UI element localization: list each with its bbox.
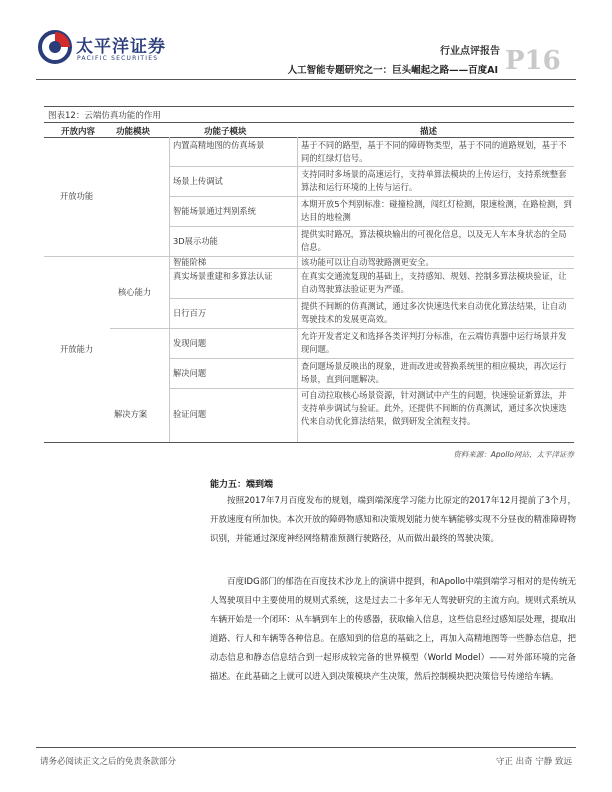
column-header-module: 功能模块: [116, 127, 151, 137]
table-row-submodule: 智能阶梯: [173, 257, 207, 267]
table-row-description: 提供实时路况，算法模块输出的可视化信息，以及无人车本身状态的全局信息。: [301, 229, 567, 252]
table-row-description: 可自动拉取核心场景资源，针对测试中产生的问题，快速验证新算法，并支持单步调试与验证。此外，还提供不间断的仿真测试，通过多次快速迭代来自动优化算法结果，做到研发全流程支持。: [301, 390, 567, 426]
column-divider: [169, 137, 170, 442]
table-row-description: 提供不间断的仿真测试，通过多次快速迭代来自动优化算法结果，让自动驾驶技术的发展更高效。: [301, 301, 567, 324]
row-divider: [169, 226, 574, 227]
table-row-description: 该功能可以让自动驾驶路测更安全。: [301, 257, 434, 267]
module-divider: [110, 328, 574, 329]
table-row-submodule: 验证问题: [173, 409, 207, 419]
table-row-submodule: 日行百万: [173, 308, 207, 318]
group-open-capabilities: 开放能力: [60, 344, 94, 354]
table-row-submodule: 发现问题: [173, 338, 207, 348]
footer-disclaimer: 请务必阅读正文之后的免责条款部分: [40, 757, 177, 767]
row-divider: [169, 166, 574, 167]
table-row-description: 基于不同的路型，基于不同的障碍物类型，基于不同的道路规划，基于不同的红绿灯信号。: [301, 140, 567, 163]
row-divider: [169, 358, 574, 359]
row-divider: [169, 196, 574, 197]
column-divider: [297, 137, 298, 442]
table-row-description: 本期开放5个判别标准：碰撞检测，闯红灯检测，限速检测，在路检测，到达目的地检测: [301, 199, 572, 222]
table-source: 资料来源：Apollo网站、太平洋证券: [453, 450, 574, 459]
header-divider: [36, 79, 576, 80]
table-caption: 图表12：云端仿真功能的作用: [48, 111, 161, 121]
section-title: 能力五：端到端: [210, 480, 274, 490]
paragraph: 按照2017年7月百度发布的规划，端到端深度学习能力比原定的2017年12月提前了3个月，开放速度有所加快。本次开放的障碍物感知和决策规划能力使车辆能够实现不分昼夜的精准障碍物识别，并能通过深度神经网络精准预测行驶路径，从而做出最终的驾驶决策。: [210, 496, 576, 544]
logo-text: 太平洋证券: [76, 37, 166, 57]
table-row-description: 在真实交通流复现的基础上，支持感知、规划、控制多算法模块验证，让自动驾驶算法验证更为严谨。: [301, 271, 567, 294]
table-bottom-rule: [44, 442, 574, 443]
table-row-submodule: 内置高精地图的仿真场景: [173, 140, 265, 150]
row-divider: [169, 298, 574, 299]
table-row-submodule: 解决问题: [173, 368, 207, 378]
footer-motto: 守正 出奇 宁静 致远: [495, 757, 572, 767]
table-row-submodule: 场景上传调试: [173, 176, 223, 186]
column-header-content: 开放内容: [61, 127, 96, 137]
paragraph: 百度IDG部门的郁浩在百度技术沙龙上的演讲中提到，和Apollo中端到端学习相对的是传统无人驾驶项目中主要使用的规则式系统，这是过去二十多年无人驾驶研究的主流方向。规则式系统从车辆开始是一个闭环：从车辆到车上的传感器，获取输入信息，这些信息经过感知层处理，提取出道路、行人和车辆等各种信息。在感知到的信息的基础之上，再加入高精地图等一些静态信息，把动态信息和静态信息结合到一起形成较完备的世界模型（World Model）——对外部环境的完备描述。在此基础之上就可以进入到决策模块产生决策，然后控制模块把决策信号传递给车辆。: [210, 577, 576, 682]
module-solution: 解决方案: [114, 409, 148, 419]
module-core-capability: 核心能力: [118, 287, 152, 297]
table-header-rule: [44, 137, 574, 138]
logo-subtext: PACIFIC SECURITIES: [77, 55, 159, 62]
column-header-submodule: 功能子模块: [204, 127, 247, 137]
report-category: 行业点评报告: [440, 46, 500, 57]
logo-icon: [38, 30, 72, 64]
footer-divider: [36, 747, 576, 748]
table-row-description: 支持同时多场景的高速运行，支持单算法模块的上传运行，支持系统整套算法和运行环境的上传与运行。: [301, 169, 567, 192]
report-title: 人工智能专题研究之一：巨头崛起之路——百度AI: [287, 65, 498, 76]
table-row-submodule: 真实场景重建和多算法认证: [173, 271, 273, 281]
table-row-submodule: 3D展示功能: [173, 236, 218, 246]
table-row-description: 查问题场景反映出的现象，进而改进或替换系统里的相应模块，再次运行场景，直到问题解决。: [301, 361, 567, 384]
group-open-functions: 开放功能: [60, 191, 94, 201]
page-number: P16: [505, 46, 561, 76]
table-row-description: 允许开发者定义和选择各类评判打分标准，在云端仿真器中运行场景并发现问题。: [301, 331, 567, 354]
column-header-description: 描述: [420, 127, 438, 137]
table-row-submodule: 智能场景通过判别系统: [173, 206, 256, 216]
